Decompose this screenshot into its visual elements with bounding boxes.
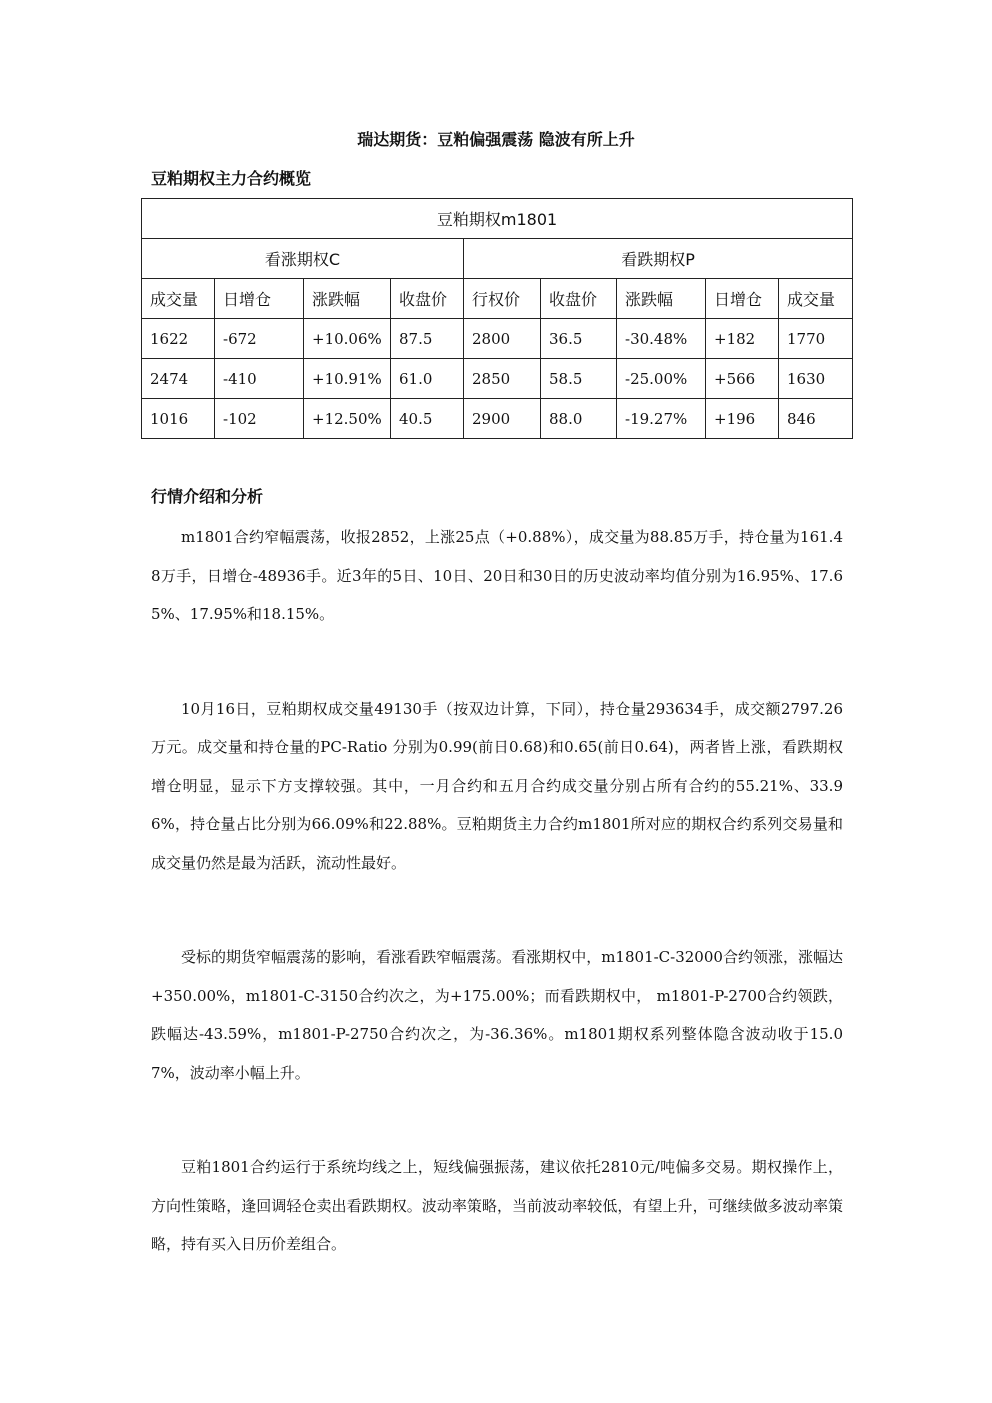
- document-title: 瑞达期货：豆粕偏强震荡 隐波有所上升: [357, 130, 635, 149]
- table-column-header-row: [142, 279, 853, 319]
- table-caption-row: [142, 199, 853, 239]
- table-cell: +182: [706, 319, 779, 359]
- overview-heading: 豆粕期权主力合约概览: [151, 169, 312, 188]
- table-cell: 1630: [779, 359, 853, 399]
- analysis-body: [151, 518, 843, 1320]
- analysis-paragraph-futures-summary: m1801合约窄幅震荡，收报2852，上涨25点（+0.88%），成交量为88.85万手，持仓量为161.48万手，日增仓-48936手。近3年的5日、10日、20日和30日的历史波动率均值分别为16.95%、17.65%、17.95%和18.15%。: [151, 528, 843, 623]
- table-cell: 2900: [464, 399, 541, 439]
- table-cell: -672: [215, 319, 304, 359]
- table-cell: 87.5: [391, 319, 464, 359]
- table-row: [142, 359, 853, 399]
- table-caption: 豆粕期权m1801: [142, 199, 853, 239]
- table-cell: -102: [215, 399, 304, 439]
- table-cell: 1770: [779, 319, 853, 359]
- table-cell: -30.48%: [617, 319, 706, 359]
- table-cell: 36.5: [541, 319, 617, 359]
- table-cell: -410: [215, 359, 304, 399]
- table-cell: 1016: [142, 399, 215, 439]
- table-row: [142, 399, 853, 439]
- put-options-header: 看跌期权P: [464, 239, 853, 279]
- table-cell: 2850: [464, 359, 541, 399]
- table-cell: +196: [706, 399, 779, 439]
- table-cell: -25.00%: [617, 359, 706, 399]
- column-header-put-close: 收盘价: [541, 279, 617, 319]
- table-cell: +10.06%: [304, 319, 391, 359]
- column-header-call-change: 涨跌幅: [304, 279, 391, 319]
- table-cell: 1622: [142, 319, 215, 359]
- column-header-put-oi-change: 日增仓: [706, 279, 779, 319]
- column-header-put-change: 涨跌幅: [617, 279, 706, 319]
- options-table: [141, 198, 853, 439]
- column-header-call-oi-change: 日增仓: [215, 279, 304, 319]
- table-cell: +12.50%: [304, 399, 391, 439]
- table-group-row: [142, 239, 853, 279]
- table-cell: 61.0: [391, 359, 464, 399]
- table-cell: 40.5: [391, 399, 464, 439]
- column-header-call-volume: 成交量: [142, 279, 215, 319]
- table-cell: +10.91%: [304, 359, 391, 399]
- column-header-strike: 行权价: [464, 279, 541, 319]
- table-cell: 58.5: [541, 359, 617, 399]
- call-options-header: 看涨期权C: [142, 239, 464, 279]
- analysis-paragraph-contract-movers: 受标的期货窄幅震荡的影响，看涨看跌窄幅震荡。看涨期权中，m1801-C-32000合约领涨，涨幅达+350.00%，m1801-C-3150合约次之，为+175.00%；而看跌期权中， m1801-P-2700合约领跌，跌幅达-43.59%，m1801-P-2750合约次之，为-36.36%。m1801期权系列整体隐含波动收于15.07%，波动率小幅上升。: [151, 948, 843, 1082]
- table-cell: 2800: [464, 319, 541, 359]
- column-header-call-close: 收盘价: [391, 279, 464, 319]
- table-cell: -19.27%: [617, 399, 706, 439]
- column-header-put-volume: 成交量: [779, 279, 853, 319]
- table-row: [142, 319, 853, 359]
- table-cell: 2474: [142, 359, 215, 399]
- table-cell: 846: [779, 399, 853, 439]
- analysis-paragraph-strategy: 豆粕1801合约运行于系统均线之上，短线偏强振荡，建议依托2810元/吨偏多交易。期权操作上，方向性策略，逢回调轻仓卖出看跌期权。波动率策略，当前波动率较低，有望上升，可继续做多波动率策略，持有买入日历价差组合。: [151, 1158, 843, 1253]
- table-cell: +566: [706, 359, 779, 399]
- table-cell: 88.0: [541, 399, 617, 439]
- analysis-paragraph-options-volume: 10月16日，豆粕期权成交量49130手（按双边计算，下同），持仓量293634手，成交额2797.26万元。成交量和持仓量的PC-Ratio 分别为0.99(前日0.68)和0.65(前日0.64)，两者皆上涨，看跌期权增仓明显，显示下方支撑较强。其中，一月合约和五月合约成交量分别占所有合约的55.21%、33.96%，持仓量占比分别为66.09%和22.88%。豆粕期货主力合约m1801所对应的期权合约系列交易量和成交量仍然是最为活跃，流动性最好。: [151, 699, 843, 872]
- analysis-heading: 行情介绍和分析: [151, 487, 264, 506]
